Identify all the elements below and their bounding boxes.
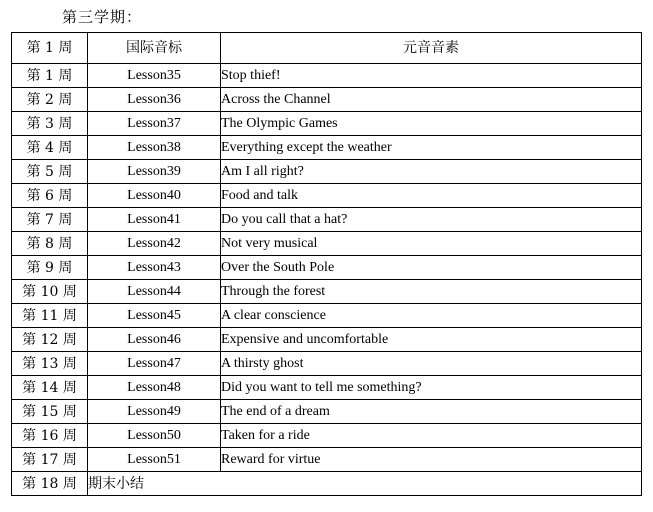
week-cell: 第 8 周 [12, 232, 88, 256]
table-row [12, 184, 642, 208]
lesson-title-cell: The Olympic Games [221, 112, 642, 136]
lesson-cell: Lesson45 [88, 304, 221, 328]
week-cell: 第 2 周 [12, 88, 88, 112]
week-cell: 第 10 周 [12, 280, 88, 304]
lesson-title-cell: Through the forest [221, 280, 642, 304]
table-header-row [12, 33, 642, 64]
week-cell: 第 11 周 [12, 304, 88, 328]
lesson-title-cell: Across the Channel [221, 88, 642, 112]
lesson-title-cell: Over the South Pole [221, 256, 642, 280]
table-row [12, 88, 642, 112]
lesson-title-cell: A clear conscience [221, 304, 642, 328]
schedule-table [11, 32, 642, 496]
table-row [12, 448, 642, 472]
lesson-title-cell: A thirsty ghost [221, 352, 642, 376]
lesson-title-cell: Taken for a ride [221, 424, 642, 448]
week-cell: 第 4 周 [12, 136, 88, 160]
week-cell: 第 7 周 [12, 208, 88, 232]
lesson-cell: Lesson40 [88, 184, 221, 208]
week-cell: 第 12 周 [12, 328, 88, 352]
lesson-title-cell: Stop thief! [221, 64, 642, 88]
week-cell: 第 15 周 [12, 400, 88, 424]
table-row [12, 256, 642, 280]
lesson-title-cell: Do you call that a hat? [221, 208, 642, 232]
lesson-title-cell: Not very musical [221, 232, 642, 256]
lesson-title-cell: Did you want to tell me something? [221, 376, 642, 400]
table-row [12, 112, 642, 136]
lesson-cell: Lesson47 [88, 352, 221, 376]
lesson-cell: Lesson41 [88, 208, 221, 232]
lesson-cell: Lesson37 [88, 112, 221, 136]
term-heading: 第三学期： [62, 8, 143, 26]
week-cell: 第 13 周 [12, 352, 88, 376]
schedule-body [12, 33, 642, 496]
lesson-cell: Lesson50 [88, 424, 221, 448]
table-row [12, 160, 642, 184]
lesson-cell: Lesson38 [88, 136, 221, 160]
table-row [12, 328, 642, 352]
table-row [12, 352, 642, 376]
lesson-cell: Lesson43 [88, 256, 221, 280]
lesson-cell: Lesson49 [88, 400, 221, 424]
final-row [12, 472, 642, 496]
week-cell: 第 14 周 [12, 376, 88, 400]
table-row [12, 136, 642, 160]
lesson-title-cell: Everything except the weather [221, 136, 642, 160]
week-cell: 第 5 周 [12, 160, 88, 184]
header-phonetics-cell: 国际音标 [88, 33, 221, 64]
lesson-title-cell: Expensive and uncomfortable [221, 328, 642, 352]
table-row [12, 376, 642, 400]
lesson-cell: Lesson35 [88, 64, 221, 88]
week-cell: 第 3 周 [12, 112, 88, 136]
lesson-cell: Lesson36 [88, 88, 221, 112]
header-vowels-cell: 元音音素 [221, 33, 642, 64]
lesson-cell: Lesson39 [88, 160, 221, 184]
lesson-cell: Lesson51 [88, 448, 221, 472]
week-cell: 第 6 周 [12, 184, 88, 208]
week-cell: 第 17 周 [12, 448, 88, 472]
header-week-cell: 第 1 周 [12, 33, 88, 64]
lesson-cell: Lesson42 [88, 232, 221, 256]
table-row [12, 424, 642, 448]
lesson-cell: Lesson48 [88, 376, 221, 400]
lesson-title-cell: Reward for virtue [221, 448, 642, 472]
week-cell: 第 16 周 [12, 424, 88, 448]
week-cell: 第 9 周 [12, 256, 88, 280]
table-row [12, 64, 642, 88]
lesson-title-cell: The end of a dream [221, 400, 642, 424]
lesson-cell: Lesson46 [88, 328, 221, 352]
lesson-cell: Lesson44 [88, 280, 221, 304]
table-row [12, 400, 642, 424]
table-row [12, 280, 642, 304]
lesson-title-cell: Food and talk [221, 184, 642, 208]
lesson-title-cell: Am I all right? [221, 160, 642, 184]
final-summary-cell: 期末小结 [88, 472, 642, 496]
final-week-cell: 第 18 周 [12, 472, 88, 496]
table-row [12, 304, 642, 328]
week-cell: 第 1 周 [12, 64, 88, 88]
table-row [12, 208, 642, 232]
table-row [12, 232, 642, 256]
